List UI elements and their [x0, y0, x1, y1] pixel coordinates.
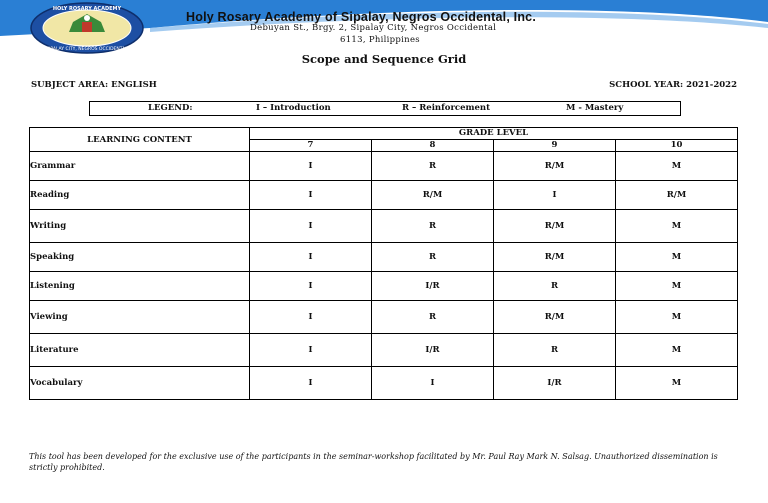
value-cell: I	[250, 181, 372, 210]
value-cell: R/M	[494, 210, 616, 243]
table-row	[30, 243, 738, 272]
value-cell: I	[250, 367, 372, 400]
value-cell: R	[494, 334, 616, 367]
legend-reinforcement: R – Reinforcement	[402, 103, 491, 113]
value-cell: I	[250, 243, 372, 272]
value-cell: I	[250, 301, 372, 334]
value-cell: I	[494, 181, 616, 210]
document-title: Scope and Sequence Grid	[301, 52, 467, 66]
value-cell: R	[372, 301, 494, 334]
value-cell: M	[616, 272, 738, 301]
value-cell: I	[372, 367, 494, 400]
scope-sequence-table	[29, 127, 738, 400]
table-row	[30, 152, 738, 181]
value-cell: I	[250, 272, 372, 301]
table-row	[30, 181, 738, 210]
school-address: Debuyan St., Brgy. 2, Sipalay City, Negros Occidental	[250, 23, 497, 33]
subject-cell: Vocabulary	[30, 367, 250, 400]
subject-cell: Literature	[30, 334, 250, 367]
legend-box	[89, 101, 681, 116]
value-cell: I/R	[372, 334, 494, 367]
value-cell: I	[250, 334, 372, 367]
legend-mastery: M - Mastery	[566, 103, 624, 113]
value-cell: M	[616, 152, 738, 181]
footer-disclaimer: This tool has been developed for the exclusive use of the participants in the seminar-workshop facilitated by Mr. Paul Ray Mark N. Salsag. Unauthorized dissemination is strictly prohibited.	[29, 452, 718, 472]
subject-cell: Listening	[30, 272, 250, 301]
grade-header: 8	[372, 140, 494, 152]
school-postal-address: 6113, Philippines	[340, 35, 420, 45]
value-cell: R	[494, 272, 616, 301]
value-cell: I	[250, 152, 372, 181]
svg-text:SIPALAY CITY, NEGROS OCCIDENTA: SIPALAY CITY, NEGROS OCCIDENTAL	[46, 47, 128, 52]
value-cell: R/M	[494, 152, 616, 181]
value-cell: M	[616, 210, 738, 243]
value-cell: R/M	[372, 181, 494, 210]
value-cell: R	[372, 210, 494, 243]
table-row	[30, 272, 738, 301]
value-cell: R/M	[494, 243, 616, 272]
table-row	[30, 210, 738, 243]
value-cell: M	[616, 301, 738, 334]
subject-cell: Writing	[30, 210, 250, 243]
legend-label: LEGEND:	[148, 103, 193, 113]
school-seal-logo	[29, 2, 145, 54]
table-row	[30, 367, 738, 400]
value-cell: R/M	[616, 181, 738, 210]
table-row	[30, 301, 738, 334]
value-cell: I/R	[372, 272, 494, 301]
grade-header: 7	[250, 140, 372, 152]
value-cell: I	[250, 210, 372, 243]
subject-cell: Grammar	[30, 152, 250, 181]
value-cell: M	[616, 367, 738, 400]
value-cell: M	[616, 334, 738, 367]
subject-cell: Speaking	[30, 243, 250, 272]
value-cell: R/M	[494, 301, 616, 334]
legend-introduction: I – Introduction	[256, 103, 331, 113]
grade-header: 10	[616, 140, 738, 152]
value-cell: I/R	[494, 367, 616, 400]
value-cell: R	[372, 152, 494, 181]
school-name: Holy Rosary Academy of Sipalay, Negros Occidental, Inc.	[186, 10, 537, 24]
subject-cell: Reading	[30, 181, 250, 210]
learning-content-header: LEARNING CONTENT	[30, 128, 250, 152]
grade-level-header: GRADE LEVEL	[250, 128, 738, 140]
subject-area: SUBJECT AREA: ENGLISH	[31, 80, 157, 90]
svg-text:HOLY ROSARY ACADEMY: HOLY ROSARY ACADEMY	[52, 6, 122, 12]
table-row	[30, 334, 738, 367]
grade-header: 9	[494, 140, 616, 152]
school-year: SCHOOL YEAR: 2021-2022	[609, 80, 737, 90]
value-cell: R	[372, 243, 494, 272]
value-cell: M	[616, 243, 738, 272]
subject-cell: Viewing	[30, 301, 250, 334]
